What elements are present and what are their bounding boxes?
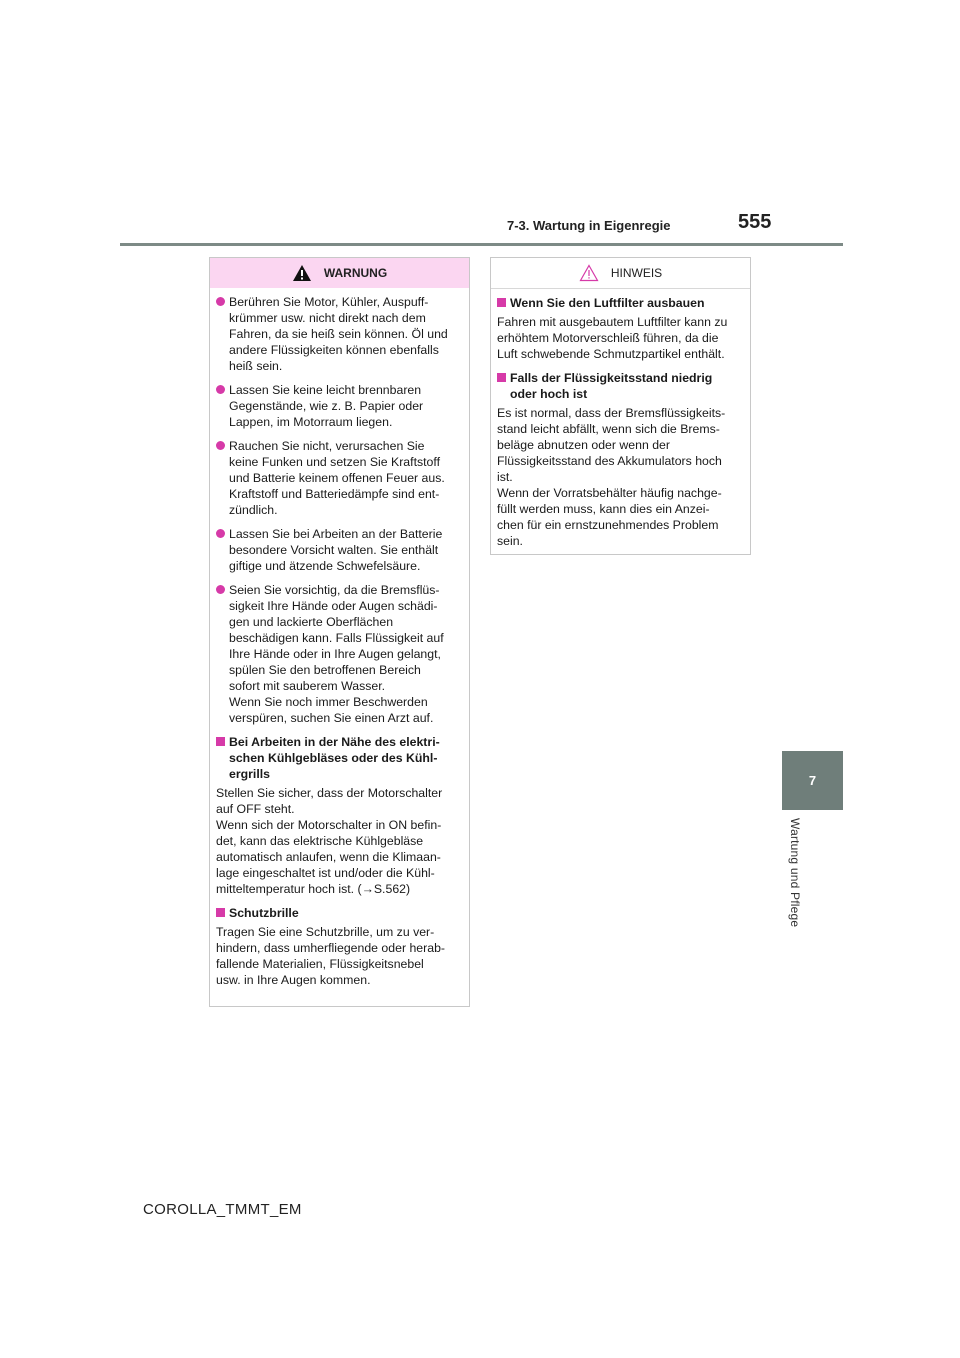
text-line: sein.: [497, 534, 523, 548]
text-line: Lassen Sie bei Arbeiten an der Batterie: [229, 527, 443, 541]
warning-bullet: [216, 526, 463, 574]
text-line: automatisch anlaufen, wenn die Klimaan-: [216, 850, 441, 864]
text-line: giftige und ätzende Schwefelsäure.: [229, 559, 421, 573]
section-paragraph: [497, 314, 744, 362]
document-code: COROLLA_TMMT_EM: [143, 1201, 302, 1218]
text-line: oder hoch ist: [510, 387, 588, 401]
text-line: Ihre Hände oder in Ihre Augen gelangt,: [229, 647, 441, 661]
round-bullet-icon: [216, 385, 225, 394]
notice-header: [491, 258, 750, 289]
text-line: usw. in Ihre Augen kommen.: [216, 973, 371, 987]
text-line: keine Funken und setzen Sie Kraftstoff: [229, 455, 440, 469]
chapter-label: Wartung und Pflege: [788, 818, 802, 928]
text-line: lage eingeschaltet ist und/oder die Kühl-: [216, 866, 435, 880]
warning-body: [210, 288, 469, 988]
text-line: Lassen Sie keine leicht brennbaren: [229, 383, 422, 397]
round-bullet-icon: [216, 441, 225, 450]
text-line: Schutzbrille: [229, 906, 299, 920]
section-heading: [497, 295, 744, 311]
text-line: andere Flüssigkeiten können ebenfalls: [229, 343, 439, 357]
text-line: Gegenstände, wie z. B. Papier oder: [229, 399, 424, 413]
text-line: sigkeit Ihre Hände oder Augen schädi-: [229, 599, 438, 613]
warning-header: [210, 258, 469, 288]
text-line: Berühren Sie Motor, Kühler, Auspuff-: [229, 295, 429, 309]
section-title: 7-3. Wartung in Eigenregie: [507, 218, 671, 233]
section-heading: [497, 370, 744, 402]
notice-title: HINWEIS: [610, 266, 663, 280]
text-line: Es ist normal, dass der Bremsflüssigkeits-: [497, 406, 726, 420]
text-line: erhöhtem Motorverschleiß führen, da die: [497, 331, 719, 345]
text-line: besondere Vorsicht walten. Sie enthält: [229, 543, 439, 557]
text-line: schen Kühlgebläses oder des Kühl-: [229, 751, 438, 765]
text-line: beläge abnutzen oder wenn der: [497, 438, 670, 452]
square-bullet-icon: [216, 908, 225, 917]
text-line: Luft schwebende Schmutzpartikel enthält.: [497, 347, 725, 361]
round-bullet-icon: [216, 297, 225, 306]
warning-title: WARNUNG: [323, 266, 388, 280]
text-line: füllt werden muss, kann dies ein Anzei-: [497, 502, 710, 516]
text-line: gen und lackierte Oberflächen: [229, 615, 394, 629]
text-line: und Batterie keinem offenen Feuer aus.: [229, 471, 445, 485]
warning-bullet: [216, 438, 463, 518]
text-line: Flüssigkeitsstand des Akkumulators hoch: [497, 454, 722, 468]
section-paragraph: [216, 785, 463, 897]
text-line: hindern, dass umherfliegende oder herab-: [216, 941, 446, 955]
text-line: Bei Arbeiten in der Nähe des elektri-: [229, 735, 440, 749]
text-line: Fahren, da sie heiß sein können. Öl und: [229, 327, 448, 341]
round-bullet-icon: [216, 529, 225, 538]
text-line: auf OFF steht.: [216, 802, 295, 816]
chapter-tab[interactable]: [782, 751, 843, 810]
text-line: Fahren mit ausgebautem Luftfilter kann zu: [497, 315, 728, 329]
notice-body: [491, 289, 750, 549]
text-line: Tragen Sie eine Schutzbrille, um zu ver-: [216, 925, 435, 939]
square-bullet-icon: [497, 373, 506, 382]
text-line: Rauchen Sie nicht, verursachen Sie: [229, 439, 425, 453]
warning-box: [209, 257, 470, 1007]
section-heading: [216, 734, 463, 782]
text-line: Stellen Sie sicher, dass der Motorschalter: [216, 786, 443, 800]
header-rule: [120, 243, 843, 246]
section-heading: [216, 905, 463, 921]
text-line: spülen Sie den betroffenen Bereich: [229, 663, 421, 677]
text-line: Wenn Sie den Luftfilter ausbauen: [510, 296, 705, 310]
section-paragraph: [497, 405, 744, 549]
text-line: Wenn Sie noch immer Beschwerden: [229, 695, 428, 709]
round-bullet-icon: [216, 585, 225, 594]
square-bullet-icon: [497, 298, 506, 307]
text-line: mitteltemperatur hoch ist. (→S.562): [216, 882, 411, 896]
text-line: ist.: [497, 470, 513, 484]
text-line: heiß sein.: [229, 359, 283, 373]
text-line: zündlich.: [229, 503, 278, 517]
text-line: Falls der Flüssigkeitsstand niedrig: [510, 371, 713, 385]
section-paragraph: [216, 924, 463, 988]
text-line: verspüren, suchen Sie einen Arzt auf.: [229, 711, 434, 725]
text-line: Kraftstoff und Batteriedämpfe sind ent-: [229, 487, 440, 501]
square-bullet-icon: [216, 737, 225, 746]
page-number: 555: [738, 211, 772, 233]
warning-bullet: [216, 294, 463, 374]
warning-bullet: [216, 582, 463, 726]
notice-box: [490, 257, 751, 555]
text-line: sofort mit sauberem Wasser.: [229, 679, 386, 693]
text-line: det, kann das elektrische Kühlgebläse: [216, 834, 424, 848]
text-line: Seien Sie vorsichtig, da die Bremsflüs-: [229, 583, 440, 597]
warning-icon: [292, 264, 312, 282]
text-line: beschädigen kann. Falls Flüssigkeit auf: [229, 631, 444, 645]
text-line: Lappen, im Motorraum liegen.: [229, 415, 393, 429]
text-line: Wenn der Vorratsbehälter häufig nachge-: [497, 486, 722, 500]
text-line: Wenn sich der Motorschalter in ON befin-: [216, 818, 442, 832]
text-line: ergrills: [229, 767, 271, 781]
text-line: chen für ein ernstzunehmendes Problem: [497, 518, 719, 532]
text-line: krümmer usw. nicht direkt nach dem: [229, 311, 426, 325]
warning-bullet: [216, 382, 463, 430]
chapter-number: 7: [808, 773, 817, 788]
caution-icon: [579, 264, 599, 282]
text-line: stand leicht abfällt, wenn sich die Brems-: [497, 422, 720, 436]
text-line: fallende Materialien, Flüssigkeitsnebel: [216, 957, 424, 971]
